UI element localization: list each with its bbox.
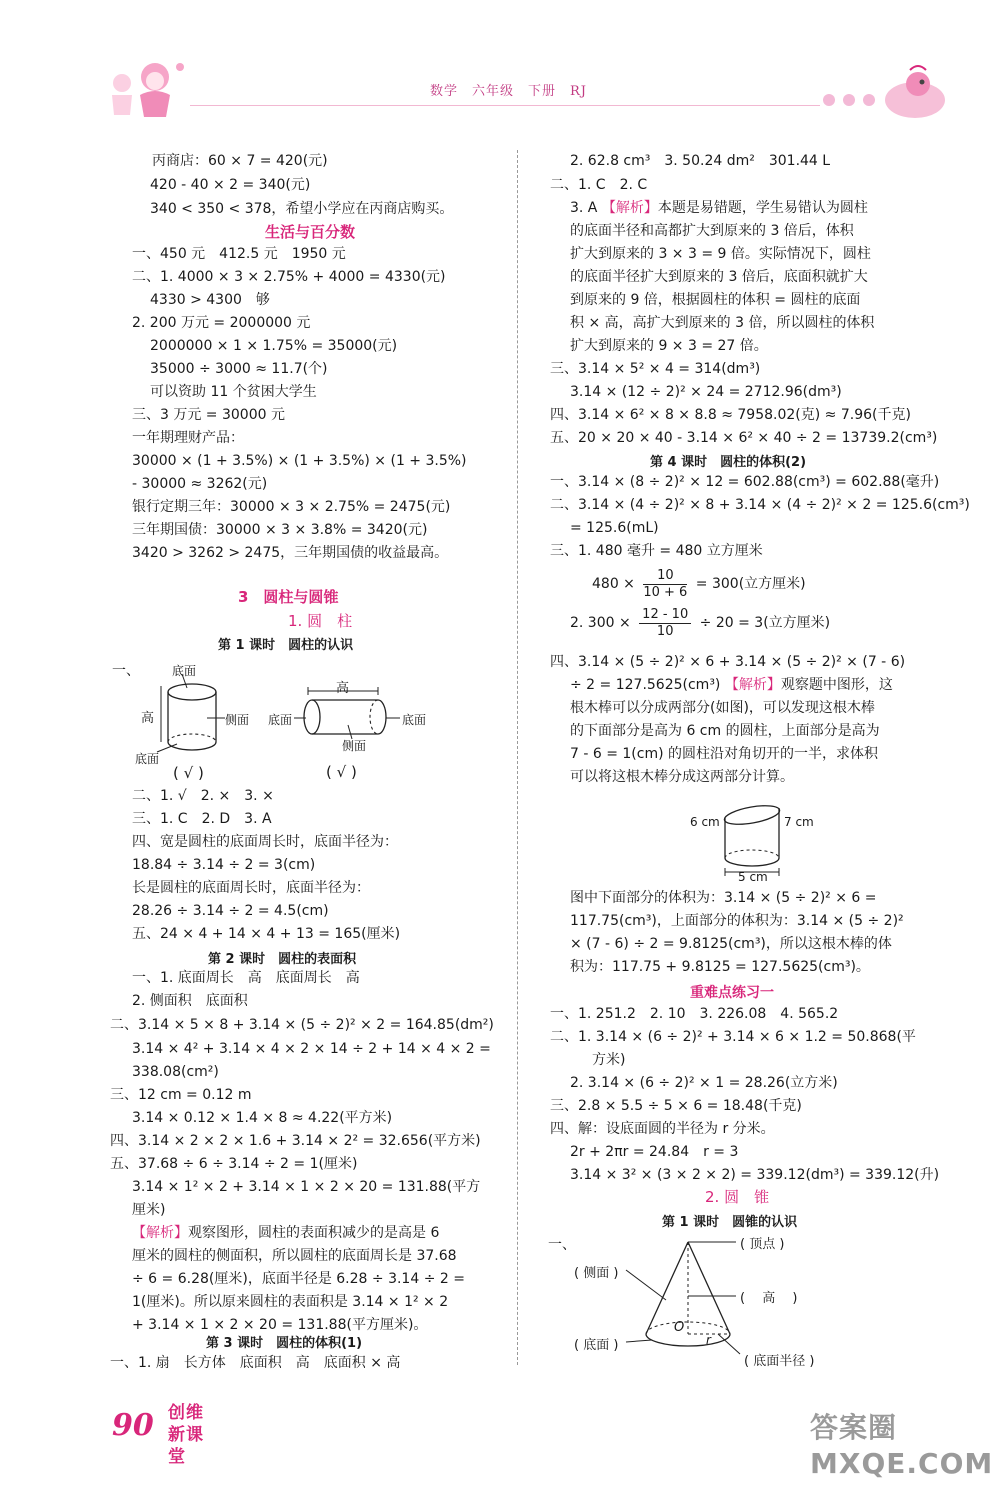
text-line: 3.14 × 0.12 × 1.4 × 8 ≈ 4.22(平方米) [132,1110,393,1126]
label-right-base: 底面 [402,713,427,727]
text-line: 三、2.8 × 5.5 ÷ 5 × 6 = 18.48(千克) [550,1098,802,1114]
analysis-tag: 【解析】 [601,200,658,216]
expr-part: 480 × [592,576,635,592]
text-line: 二、1. √ 2. × 3. × [132,788,274,804]
text-line: 一、1. 底面周长 高 底面周长 高 [132,970,360,986]
text-line: 三、3.14 × 5² × 4 = 314(dm³) [550,361,761,377]
text-line: ÷ 6 = 6.28(厘米)，底面半径是 6.28 ÷ 3.14 ÷ 2 = [132,1271,465,1287]
text-line [132,1224,439,1242]
text-line: 420 - 40 × 2 = 340(元) [150,177,311,193]
lesson-title: 第 2 课时 圆柱的表面积 [208,952,357,967]
text-line: 厘米) [132,1202,166,1218]
text-line: 四、3.14 × (5 ÷ 2)² × 6 + 3.14 × (5 ÷ 2)² × (7 - 6) [550,654,906,670]
cylinder-figure-horizontal [268,675,438,790]
text-line: 一、1. 扇 长方体 底面积 高 底面积 × 高 [110,1355,401,1371]
subunit-title-cylinder: 1. 圆 柱 [288,612,353,630]
text-line: - 30000 ≈ 3262(元) [132,476,268,492]
expr-part: = 300(立方厘米) [695,576,806,592]
check-mark-2: ( √ ) [326,763,357,781]
text-line: 一、450 元 412.5 元 1950 元 [132,246,346,262]
text-line: 三、3 万元 = 30000 元 [132,407,285,423]
watermark: 答案圈 MXQE.COM [810,1411,994,1480]
label-diameter: 5 cm [738,870,768,884]
text-line: 35000 ÷ 3000 ≈ 11.7(个) [150,361,328,377]
answer-prefix: 3. A [570,200,598,216]
header-girl-illustration [100,55,190,130]
header-title: 数学 六年级 下册 RJ [430,84,587,99]
text-line: 二、1. 3.14 × (6 ÷ 2)² + 3.14 × 6 × 1.2 = 50.868(平 [550,1029,916,1045]
fraction-numerator: 10 [643,568,687,585]
text-line: 四、解：设底面圆的半径为 r 分米。 [550,1121,775,1137]
text-line: 丙商店：60 × 7 = 420(元) [152,153,328,169]
text-line: 根木棒可以分成两部分(如图)，可以发现这根木棒 [570,700,875,716]
label-height: 高 [336,681,350,696]
subunit-title-cone: 2. 圆 锥 [705,1188,770,1206]
text-line: = 125.6(mL) [570,520,659,536]
fraction-expression-1 [592,566,806,602]
text-line: 三、1. C 2. D 3. A [132,811,272,827]
text-line: 到原来的 9 倍，根据圆柱的体积 = 圆柱的底面 [570,292,861,308]
text-line: 3.14 × (12 ÷ 2)² × 24 = 2712.96(dm³) [570,384,842,400]
expr-part: 2. 300 × [570,615,631,631]
question-label: 一、 [112,663,140,679]
text-line: 1(厘米)。所以原来圆柱的表面积是 3.14 × 1² × 2 [132,1294,449,1310]
text-line: 28.26 ÷ 3.14 ÷ 2 = 4.5(cm) [132,903,329,919]
expr-part: ÷ 20 = 3(立方厘米) [699,615,831,631]
text-line: 四、宽是圆柱的底面周长时，底面半径为： [132,834,398,850]
brand-logo: 创维新课堂 [168,1403,204,1467]
text-line: 4330 > 4300 够 [150,292,270,308]
text-line: 7 - 6 = 1(cm) 的圆柱沿对角切开的一半，求体积 [570,746,879,762]
label-base: ( 底面 ) [574,1338,619,1353]
header-rule [190,105,820,106]
label-left-base: 底面 [268,713,293,727]
question-label: 一、 [548,1237,576,1253]
unit-title: 3 圆柱与圆锥 [238,588,339,606]
analysis-tag: 【解析】 [132,1225,188,1241]
label-height-right: 7 cm [784,815,814,829]
text-line [570,199,868,217]
fraction-denominator: 10 [656,623,674,639]
text-line: 二、1. C 2. C [550,177,648,193]
text-line: 一、1. 251.2 2. 10 3. 226.08 4. 565.2 [550,1006,839,1022]
analysis-text: 本题是易错题，学生易错认为圆柱 [657,200,868,216]
analysis-text: 观察图形，圆柱的表面积减少的是高是 6 [188,1225,440,1241]
text-line: 方米) [592,1052,626,1068]
label-center-o: O [674,1320,685,1335]
lesson-title: 第 4 课时 圆柱的体积(2) [650,455,807,470]
section-title-review: 重难点练习一 [690,985,774,1001]
text-line: 银行定期三年：30000 × 3 × 2.75% = 2475(元) [132,499,451,515]
label-lateral-surface: 侧面 [342,739,367,753]
label-height-left: 6 cm [690,815,720,829]
text-line: + 3.14 × 1 × 2 × 20 = 131.88(平方厘米)。 [132,1317,428,1333]
text-line: 2. 侧面积 底面积 [132,993,248,1009]
label-top-base: 底面 [172,664,197,678]
text-line: 3.14 × 1² × 2 + 3.14 × 1 × 2 × 20 = 131.88(平方 [132,1179,481,1195]
analysis-tag: 【解析】 [724,677,781,693]
label-lateral-surface: ( 侧面 ) [574,1266,619,1281]
text-line: 扩大到原来的 3 × 3 = 9 倍。实际情况下，圆柱 [570,246,871,262]
text-line: 二、1. 4000 × 3 × 2.75% + 4000 = 4330(元) [132,269,446,285]
label-radius-r: r [706,1333,711,1347]
text-line: 340 < 350 < 378，希望小学应在丙商店购买。 [150,201,454,217]
text-line: 三、12 cm = 0.12 m [110,1087,252,1103]
text-line: 三、1. 480 毫升 = 480 立方厘米 [550,543,763,559]
expr-part: ÷ 2 = 127.5625(cm³) [570,677,721,693]
text-line: 的底面半径扩大到原来的 3 倍后，底面积就扩大 [570,269,868,285]
text-line: 二、3.14 × 5 × 8 + 3.14 × (5 ÷ 2)² × 2 = 164.85(dm²) [110,1017,494,1033]
label-height: 高 [141,711,155,726]
text-line: 五、37.68 ÷ 6 ÷ 3.14 ÷ 2 = 1(厘米) [110,1156,358,1172]
text-line: 五、24 × 4 + 14 × 4 + 13 = 165(厘米) [132,926,401,942]
text-line: 一、3.14 × (8 ÷ 2)² × 12 = 602.88(cm³) = 602.88(毫升) [550,474,940,490]
label-base-radius: ( 底面半径 ) [744,1354,815,1369]
section-title-life-percent: 生活与百分数 [265,223,356,241]
text-line: 长是圆柱的底面周长时，底面半径为： [132,880,370,896]
text-line: 338.08(cm²) [132,1064,219,1080]
check-mark-1: ( √ ) [173,764,204,782]
lesson-title: 第 1 课时 圆锥的认识 [662,1215,798,1230]
label-apex: ( 顶点 ) [740,1237,785,1252]
text-line: 30000 × (1 + 3.5%) × (1 + 3.5%) × (1 + 3.5%) [132,453,467,469]
header [0,0,1000,140]
cut-cylinder-figure [690,800,830,885]
text-line: 3.14 × 3² × (3 × 2 × 2) = 339.12(dm³) = 339.12(升) [570,1167,940,1183]
text-line: 2r + 2πr = 24.84 r = 3 [570,1144,739,1160]
text-line: 四、3.14 × 2 × 2 × 1.6 + 3.14 × 2² = 32.656(平方米) [110,1133,481,1149]
text-line: 四、3.14 × 6² × 8 × 8.8 ≈ 7958.02(克) ≈ 7.96(千克) [550,407,911,423]
text-line [570,676,893,694]
text-line: 三年期国债：30000 × 3 × 3.8% = 3420(元) [132,522,428,538]
fraction [639,607,691,640]
column-divider [517,150,518,1365]
text-line: 积 × 高，高扩大到原来的 3 倍，所以圆柱的体积 [570,315,875,331]
text-line: 的下面部分是高为 6 cm 的圆柱，上面部分是高为 [570,723,880,739]
text-line: 2. 200 万元 = 2000000 元 [132,315,311,331]
page-number: 90 [112,1408,154,1443]
fraction-denominator: 10 + 6 [643,584,688,600]
text-line: 117.75(cm³)，上面部分的体积为：3.14 × (5 ÷ 2)² [570,913,904,929]
text-line: 二、3.14 × (4 ÷ 2)² × 8 + 3.14 × (4 ÷ 2)² × 2 = 125.6(cm³) [550,497,970,513]
lesson-title: 第 3 课时 圆柱的体积(1) [206,1336,363,1351]
fraction-numerator: 12 - 10 [639,607,691,624]
text-line: 厘米的圆柱的侧面积，所以圆柱的底面周长是 37.68 [132,1248,457,1264]
text-line: 五、20 × 20 × 40 - 3.14 × 6² × 40 ÷ 2 = 13739.2(cm³) [550,430,938,446]
header-bird-illustration [880,62,950,120]
text-line: 积为：117.75 + 9.8125 = 127.5625(cm³)。 [570,959,870,975]
label-lateral-surface: 侧面 [225,713,250,727]
text-line: 3420 > 3262 > 2475，三年期国债的收益最高。 [132,545,449,561]
label-bottom-base: 底面 [135,752,160,766]
text-line: 一年期理财产品： [132,430,244,446]
text-line: 可以将这根木棒分成这两部分计算。 [570,769,794,785]
text-line: 图中下面部分的体积为：3.14 × (5 ÷ 2)² × 6 = [570,890,877,906]
text-line: 2. 3.14 × (6 ÷ 2)² × 1 = 28.26(立方米) [570,1075,838,1091]
text-line: 2. 62.8 cm³ 3. 50.24 dm² 301.44 L [570,153,831,169]
text-line: 可以资助 11 个贫困大学生 [150,384,317,400]
footer [0,1390,1000,1498]
cylinder-figure-upright [135,660,265,790]
text-line: × (7 - 6) ÷ 2 = 9.8125(cm³)，所以这根木棒的体 [570,936,892,952]
fraction-expression-2 [570,605,830,641]
label-height: ( 高 ) [740,1291,798,1306]
text-line: 扩大到原来的 9 × 3 = 27 倍。 [570,338,768,354]
text-line: 18.84 ÷ 3.14 ÷ 2 = 3(cm) [132,857,316,873]
text-line: 的底面半径和高都扩大到原来的 3 倍后，体积 [570,223,854,239]
text-line: 2000000 × 1 × 1.75% = 35000(元) [150,338,398,354]
cone-figure [548,1230,868,1370]
lesson-title: 第 1 课时 圆柱的认识 [218,638,354,653]
analysis-text: 观察题中图形，这 [780,677,893,693]
fraction [643,568,687,601]
header-dots-decoration [822,92,882,106]
text-line: 3.14 × 4² + 3.14 × 4 × 2 × 14 ÷ 2 + 14 × 4 × 2 = [132,1041,491,1057]
